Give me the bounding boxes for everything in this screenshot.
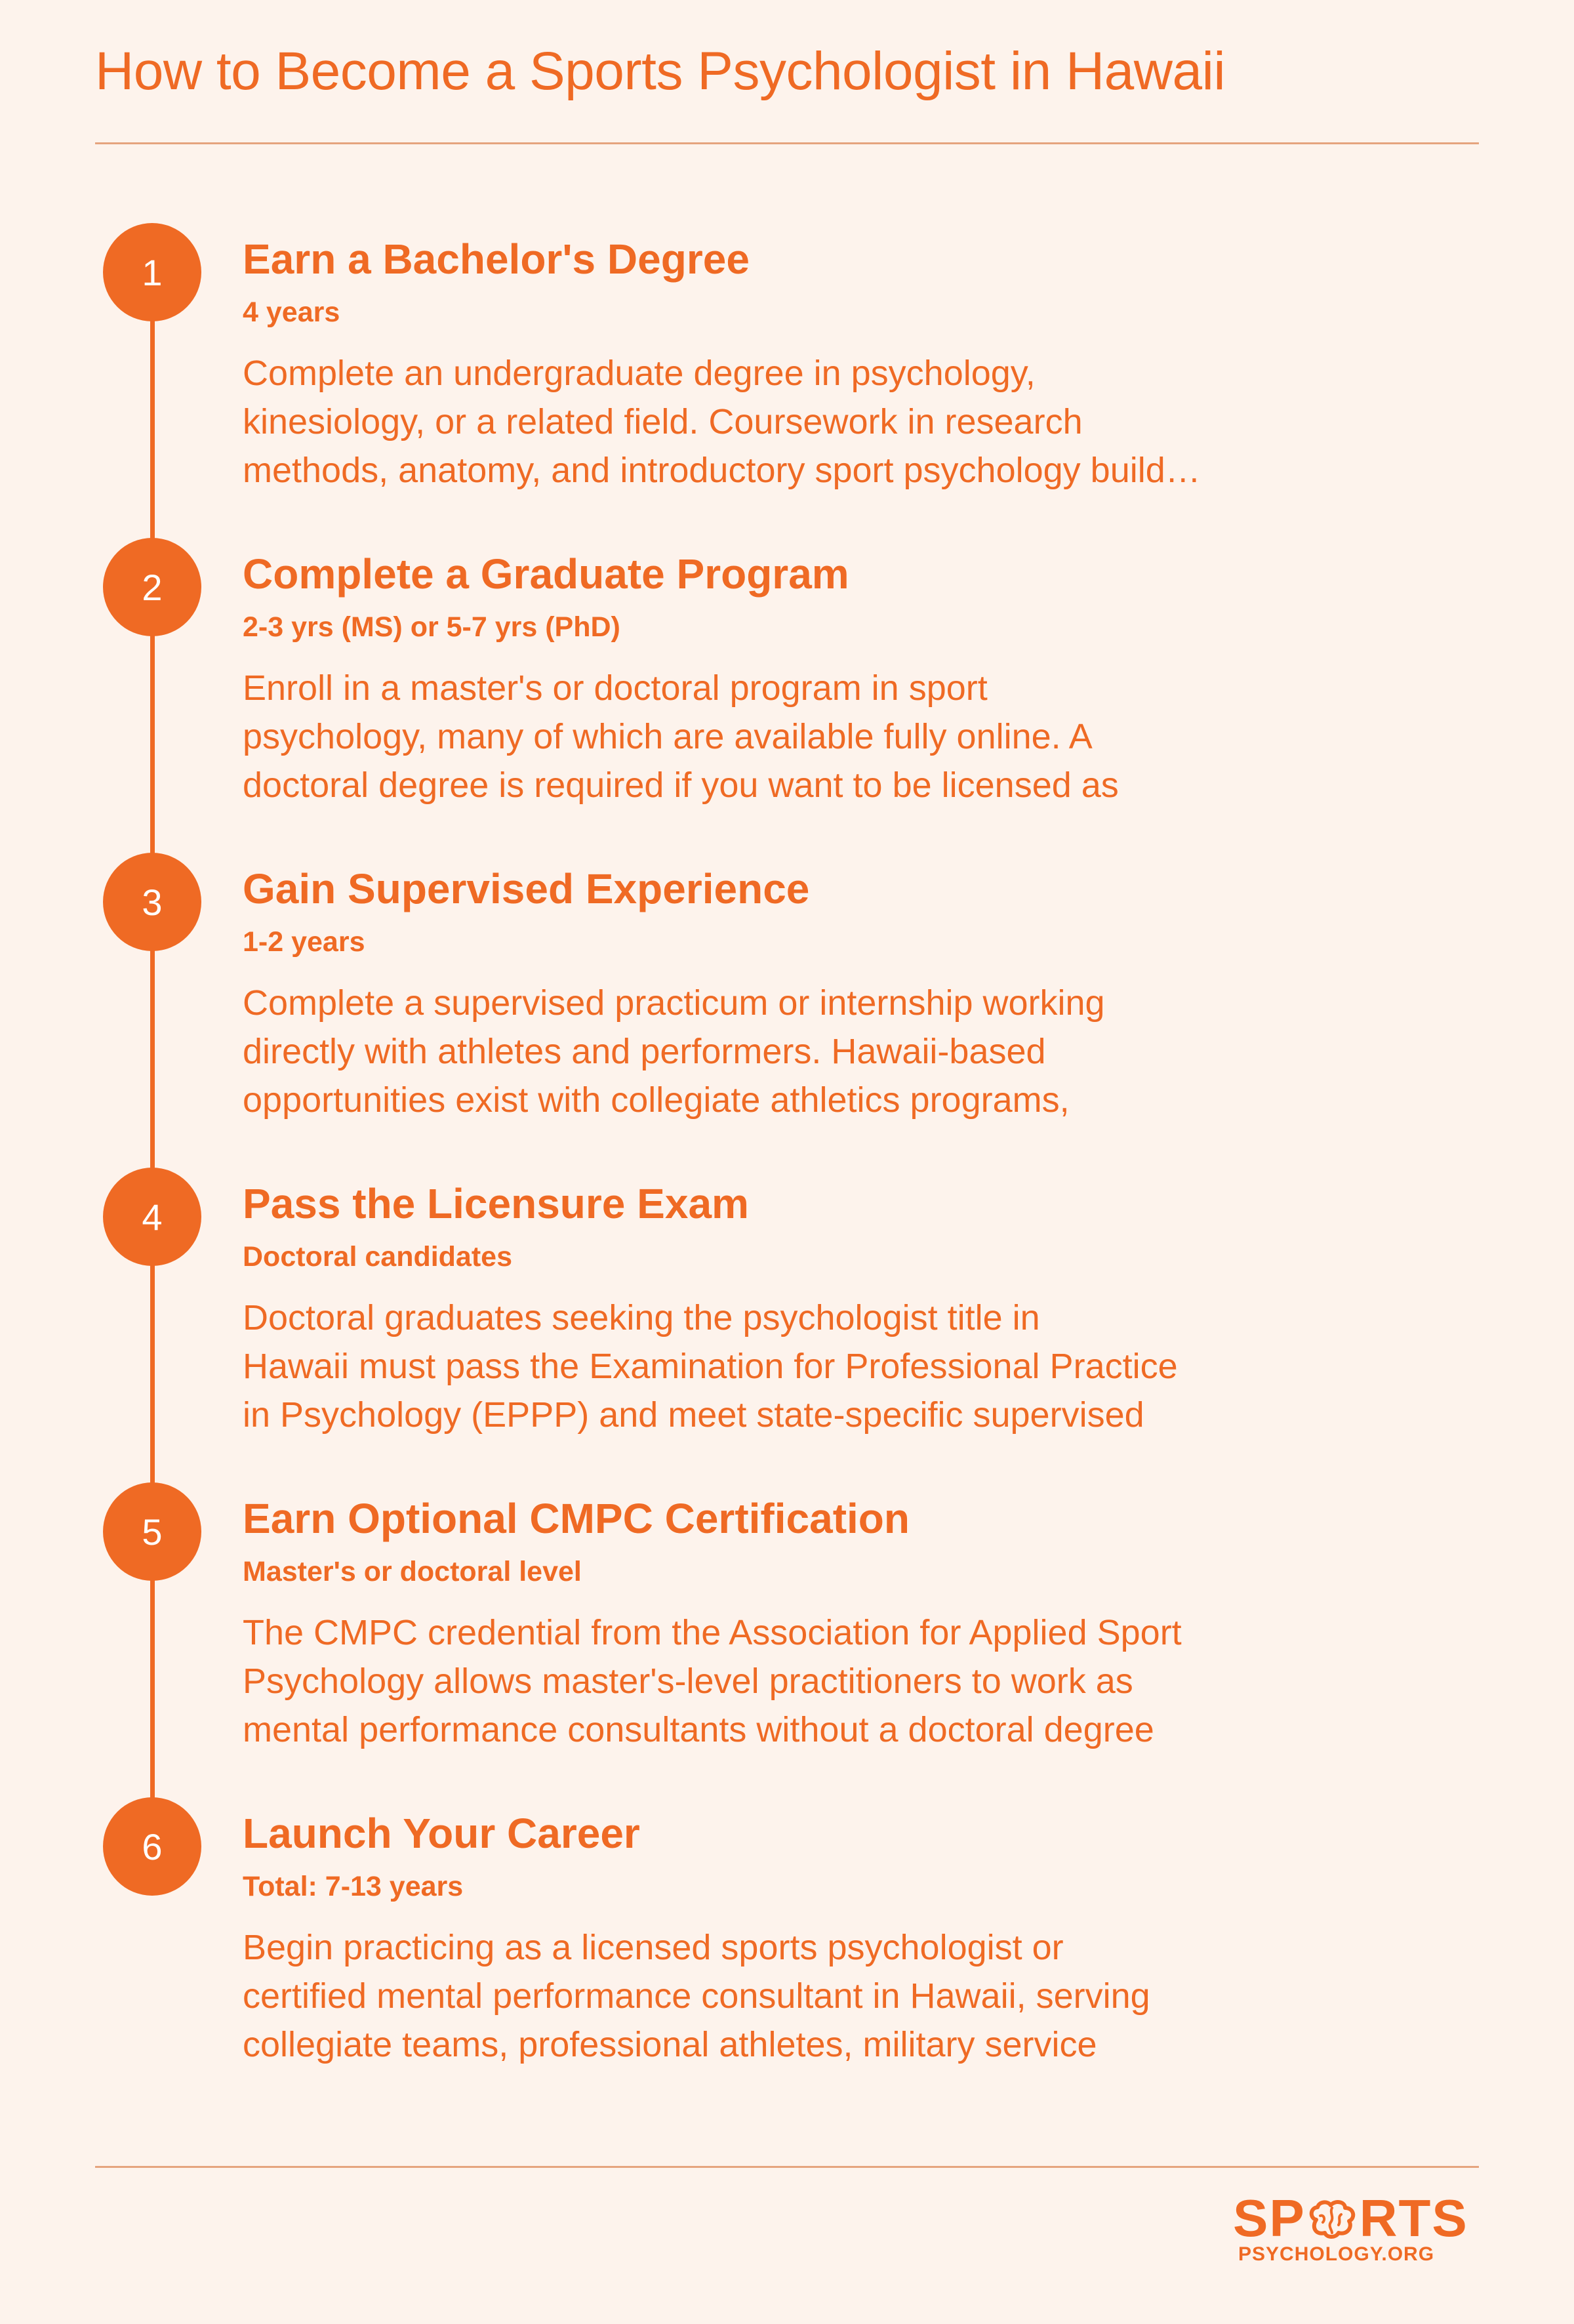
step-title: Launch Your Career xyxy=(243,1810,640,1857)
step-description-line: doctoral degree is required if you want to be licensed as xyxy=(243,765,1119,805)
step-description-line: kinesiology, or a related field. Coursework in research xyxy=(243,402,1083,441)
step-description-line: mental performance consultants without a doctoral degree xyxy=(243,1710,1154,1749)
step-description xyxy=(243,1608,1299,1754)
step-description xyxy=(243,349,1299,495)
bottom-divider xyxy=(95,2166,1479,2168)
logo-wordmark xyxy=(1233,2191,1468,2246)
brain-icon xyxy=(1307,2200,1358,2239)
step-description-line: in Psychology (EPPP) and meet state-specific supervised xyxy=(243,1395,1144,1435)
step-description-line: Doctoral graduates seeking the psychologist title in xyxy=(243,1298,1040,1337)
step-description xyxy=(243,1923,1299,2069)
step-duration: Doctoral candidates xyxy=(243,1241,512,1273)
step-description xyxy=(243,979,1299,1124)
step-title: Earn Optional CMPC Certification xyxy=(243,1495,910,1542)
step-number-badge: 6 xyxy=(103,1797,201,1896)
step-number-badge: 3 xyxy=(103,853,201,951)
step-description-line: Complete a supervised practicum or internship working xyxy=(243,983,1105,1023)
step-number-badge: 2 xyxy=(103,538,201,636)
page-title: How to Become a Sports Psychologist in Hawaii xyxy=(95,41,1226,101)
step-description-line: Psychology allows master's-level practitioners to work as xyxy=(243,1661,1133,1701)
step-description-line: methods, anatomy, and introductory sport psychology build… xyxy=(243,451,1201,490)
site-logo[interactable] xyxy=(1233,2191,1469,2270)
step-description-line: opportunities exist with collegiate athletics programs, xyxy=(243,1080,1070,1120)
step-number-badge: 4 xyxy=(103,1168,201,1266)
step-duration: 1-2 years xyxy=(243,926,365,958)
logo-text-right: RTS xyxy=(1359,2189,1468,2247)
step-duration: 4 years xyxy=(243,296,340,328)
step-title: Gain Supervised Experience xyxy=(243,865,810,912)
step-description-line: Hawaii must pass the Examination for Professional Practice xyxy=(243,1347,1178,1386)
timeline-line xyxy=(150,275,155,1850)
step-description-line: The CMPC credential from the Association for Applied Sport xyxy=(243,1613,1182,1652)
step-description xyxy=(243,1294,1299,1439)
step-description-line: certified mental performance consultant in Hawaii, serving xyxy=(243,1976,1150,2016)
step-description-line: collegiate teams, professional athletes, military service xyxy=(243,2025,1097,2064)
logo-subtext: PSYCHOLOGY.ORG xyxy=(1238,2243,1435,2265)
step-description xyxy=(243,664,1299,809)
step-description-line: directly with athletes and performers. Hawaii-based xyxy=(243,1032,1046,1071)
step-duration: Master's or doctoral level xyxy=(243,1556,582,1587)
step-number-badge: 5 xyxy=(103,1482,201,1581)
step-duration: 2-3 yrs (MS) or 5-7 yrs (PhD) xyxy=(243,611,620,643)
step-description-line: Begin practicing as a licensed sports psychologist or xyxy=(243,1928,1064,1967)
step-number-badge: 1 xyxy=(103,223,201,321)
step-title: Complete a Graduate Program xyxy=(243,550,849,598)
step-title: Earn a Bachelor's Degree xyxy=(243,235,750,283)
step-description-line: psychology, many of which are available fully online. A xyxy=(243,717,1093,756)
step-title: Pass the Licensure Exam xyxy=(243,1180,749,1227)
step-description-line: Complete an undergraduate degree in psychology, xyxy=(243,354,1036,393)
top-divider xyxy=(95,142,1479,144)
logo-text-left: SP xyxy=(1233,2189,1306,2247)
step-duration: Total: 7-13 years xyxy=(243,1871,464,1902)
step-description-line: Enroll in a master's or doctoral program in sport xyxy=(243,668,988,708)
